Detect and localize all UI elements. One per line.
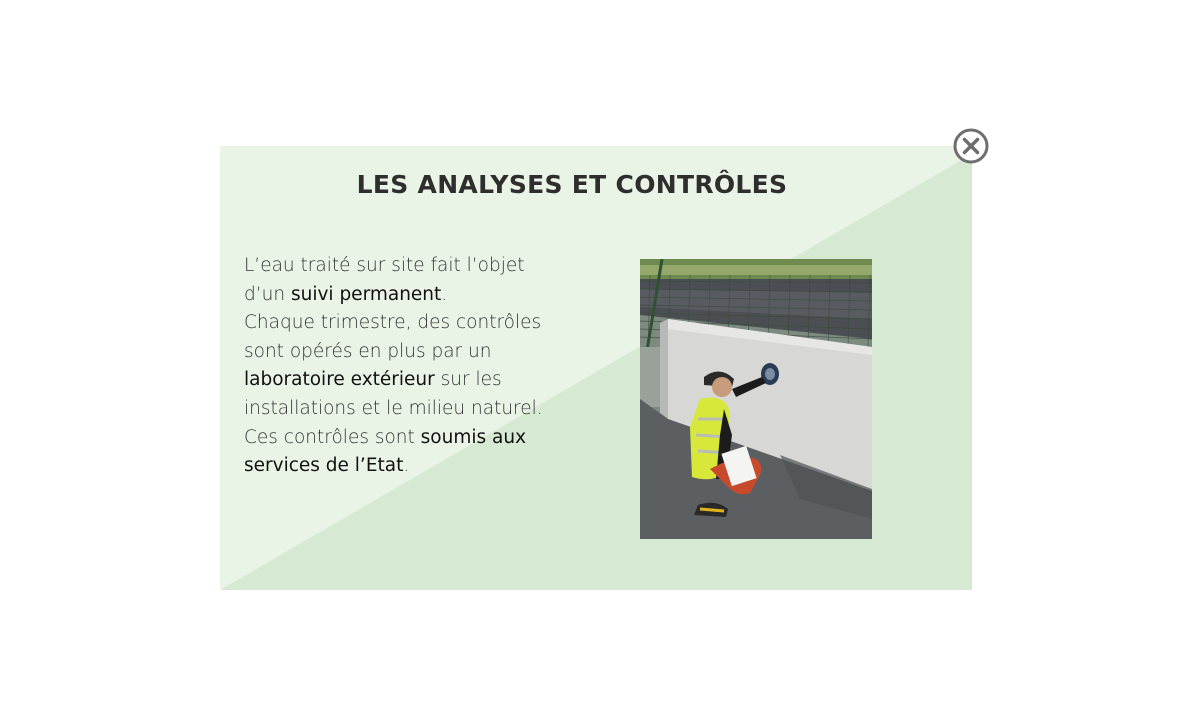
emphasis-laboratoire: laboratoire extérieur [244, 369, 435, 391]
emphasis-soumis: soumis aux [420, 426, 527, 448]
text-line: Chaque trimestre, des contrôles [244, 312, 542, 334]
modal-description [244, 252, 604, 481]
close-button[interactable] [953, 128, 989, 164]
emphasis-services: services de l’Etat [244, 455, 404, 477]
text-line: services de l’Etat. [244, 455, 410, 477]
close-circle-icon[interactable] [953, 128, 989, 164]
modal-dialog [220, 146, 972, 590]
text-line: sont opérés en plus par un [244, 340, 492, 362]
text-line: L’eau traité sur site fait l’objet [244, 255, 525, 276]
modal-title: LES ANALYSES ET CONTRÔLES [356, 170, 788, 199]
text-line: laboratoire extérieur sur les [244, 369, 502, 391]
text-line: d’un suivi permanent. [244, 283, 448, 305]
text-line: installations et le milieu naturel. [244, 397, 543, 419]
emphasis-suivi-permanent: suivi permanent [290, 283, 442, 305]
technician-inspecting-wall-photo-icon [640, 259, 872, 539]
inspection-photo [640, 259, 872, 539]
text-line: Ces contrôles sont soumis aux [244, 426, 527, 448]
